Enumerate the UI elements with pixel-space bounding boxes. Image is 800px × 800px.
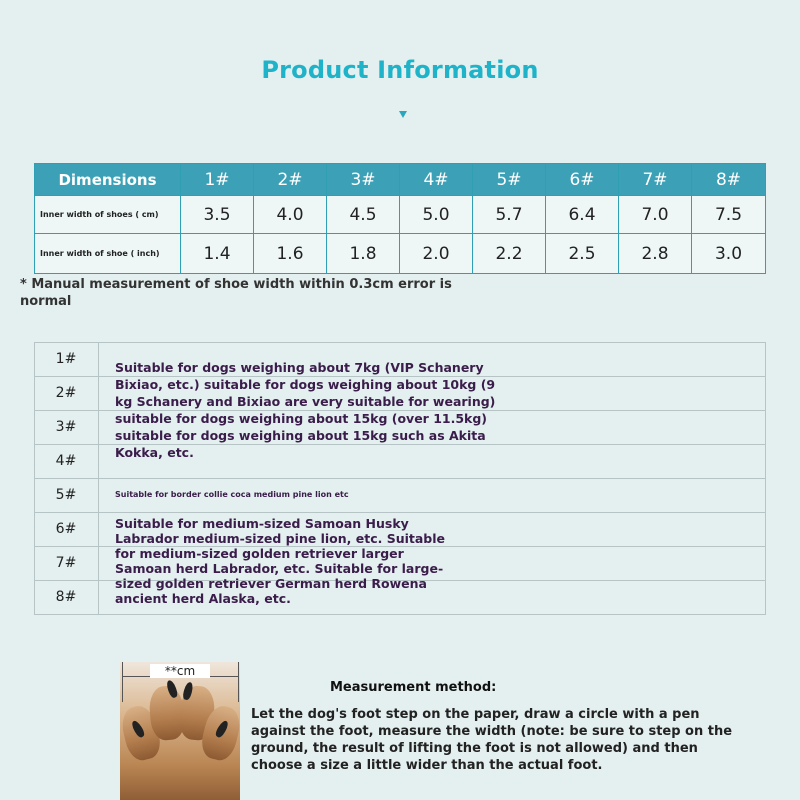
size-label: 5# <box>55 487 77 503</box>
size-header: 4# <box>400 164 473 196</box>
measurement-method-title: Measurement method: <box>330 680 497 695</box>
measure-tick-right <box>238 662 239 702</box>
table-cell: 2.8 <box>619 234 692 274</box>
table-cell: 6.4 <box>546 196 619 234</box>
table-cell: 2.2 <box>473 234 546 274</box>
size-label: 3# <box>55 419 77 435</box>
measurement-note: * Manual measurement of shoe width within 0.3cm error is normal <box>20 277 452 309</box>
table-cell: 5.0 <box>400 196 473 234</box>
table-cell: 1.8 <box>327 234 400 274</box>
size-header: 7# <box>619 164 692 196</box>
table-cell: 1.6 <box>254 234 327 274</box>
page-title: Product Information <box>261 56 539 84</box>
measure-tick-left <box>122 662 123 702</box>
table-row <box>35 234 766 274</box>
table-cell: 5.7 <box>473 196 546 234</box>
triangle-down-icon <box>399 111 407 118</box>
suitability-text-sizes-6-8: Suitable for medium-sized Samoan Husky Labrador medium-sized pine lion, etc. Suitable for medium-sized golden retriever larger Samoan herd Labrador, etc. Suitable for large-sized golden retriever German herd Rowena ancient herd Alaska, etc. <box>115 516 446 606</box>
grid-line <box>34 614 766 615</box>
size-label: 6# <box>55 521 77 537</box>
size-header: 2# <box>254 164 327 196</box>
table-cell: 3.0 <box>692 234 766 274</box>
grid-row-divider <box>34 478 766 479</box>
size-label: 1# <box>55 351 77 367</box>
suitability-text-sizes-1-4: Suitable for dogs weighing about 7kg (VIP Schanery Bixiao, etc.) suitable for dogs weighing about 10kg (9 kg Schanery and Bixiao are very suitable for wearing) suitable for dogs weighing about 15kg (over 11.5kg) suitable for dogs weighing about 15kg such as Akita Kokka, etc. <box>115 360 496 460</box>
grid-row-divider <box>34 512 766 513</box>
size-label: 4# <box>55 453 77 469</box>
size-label: 8# <box>55 589 77 605</box>
row-label: Inner width of shoes ( cm) <box>35 196 181 234</box>
size-header: 5# <box>473 164 546 196</box>
width-dimension-label: **cm <box>150 664 210 678</box>
suitability-text-size-5: Suitable for border collie coca medium pine lion etc <box>115 490 349 499</box>
table-cell: 7.5 <box>692 196 766 234</box>
grid-row-divider <box>34 342 766 343</box>
dog-paw-image <box>120 662 240 800</box>
dimensions-header: Dimensions <box>35 164 181 196</box>
measurement-method-text: Let the dog's foot step on the paper, draw a circle with a pen against the foot, measure the width (note: be sure to step on the ground, the result of lifting the foot is not allowed) and then choose a size a little wider than the actual foot. <box>251 707 733 773</box>
table-cell: 4.0 <box>254 196 327 234</box>
size-header: 1# <box>181 164 254 196</box>
table-row <box>35 196 766 234</box>
table-cell: 3.5 <box>181 196 254 234</box>
table-cell: 2.0 <box>400 234 473 274</box>
table-cell: 2.5 <box>546 234 619 274</box>
row-label: Inner width of shoe ( inch) <box>35 234 181 274</box>
size-header: 3# <box>327 164 400 196</box>
size-header: 8# <box>692 164 766 196</box>
size-label: 7# <box>55 555 77 571</box>
size-table <box>34 163 766 274</box>
size-label: 2# <box>55 385 77 401</box>
table-cell: 1.4 <box>181 234 254 274</box>
size-header: 6# <box>546 164 619 196</box>
table-cell: 7.0 <box>619 196 692 234</box>
table-cell: 4.5 <box>327 196 400 234</box>
table-header-row <box>35 164 766 196</box>
